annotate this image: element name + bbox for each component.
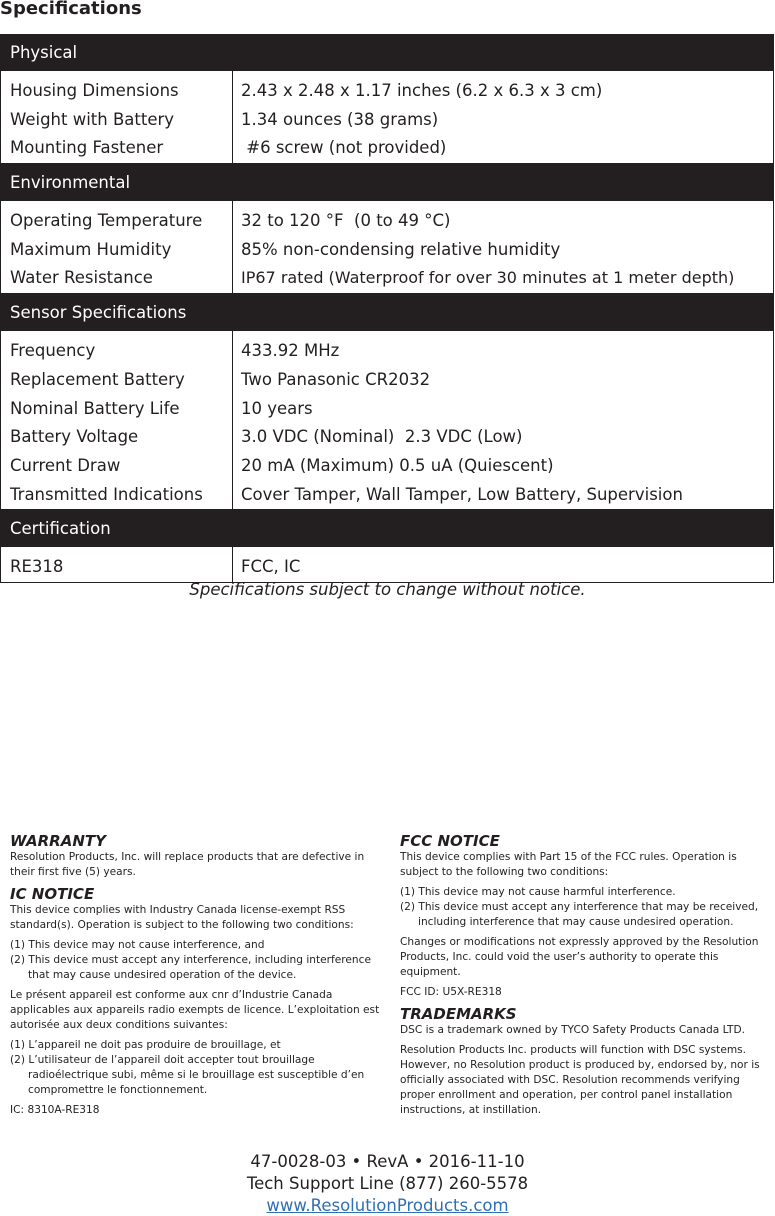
section-header-physical [1, 34, 774, 71]
spec-value: 10 years [241, 398, 313, 418]
change-notice: Specifications subject to change without notice. [189, 580, 586, 599]
spec-value: Cover Tamper, Wall Tamper, Low Battery, Supervision [241, 484, 683, 504]
section-header-certification [1, 510, 774, 547]
ic-notice-intro: This device complies with Industry Canada license-exempt RSS standard(s). Operation is subject to the following two conditions: [10, 904, 354, 931]
spec-value: 85% non-condensing relative humidity [241, 239, 561, 259]
right-fine-print [400, 832, 770, 1123]
spec-value: IP67 rated (Waterproof for over 30 minutes at 1 meter depth) [241, 268, 735, 288]
ic-french-condition-2: (2) L’utilisateur de l’appareil doit accepter tout brouillage radioélectrique subi, même si le brouillage est susceptible d’en compromettre le fonctionnement. [10, 1054, 365, 1096]
fcc-notice-intro: This device complies with Part 15 of the FCC rules. Operation is subject to the following two conditions: [400, 851, 737, 878]
spec-label: Transmitted Indications [10, 484, 203, 504]
support-line: Tech Support Line (877) 260-5578 [246, 1174, 529, 1193]
label-column [1, 547, 233, 583]
spec-label: Mounting Fastener [10, 138, 164, 158]
fcc-condition-1: (1) This device may not cause harmful interference. [400, 886, 676, 898]
spec-label: Current Draw [10, 455, 121, 475]
specifications-table [0, 34, 774, 583]
section-body-sensor [1, 331, 774, 510]
warranty-heading: WARRANTY [10, 832, 106, 850]
section-heading: Physical [1, 34, 774, 71]
fcc-id: FCC ID: U5X-RE318 [400, 986, 502, 998]
ic-condition-2: (2) This device must accept any interference, including interference that may cause undesired operation of the device. [10, 954, 371, 981]
trademarks-text-1: DSC is a trademark owned by TYCO Safety Products Canada LTD. [400, 1024, 746, 1036]
trademarks-text-2: Resolution Products Inc. products will function with DSC systems. However, no Resolution product is produced by, endorsed by, nor is officially associated with DSC. Resolution recommends verifying proper enrollment and operation, per control panel installation instructions, at instillation. [400, 1044, 760, 1116]
section-heading: Environmental [1, 164, 774, 201]
trademarks-heading: TRADEMARKS [400, 1005, 517, 1023]
website-row [0, 1196, 775, 1215]
spec-value: 32 to 120 °F (0 to 49 °C) [241, 211, 451, 231]
spec-value: 3.0 VDC (Nominal) 2.3 VDC (Low) [241, 427, 523, 447]
spec-label: Housing Dimensions [10, 81, 179, 100]
spec-label: Battery Voltage [10, 427, 139, 447]
fcc-condition-2: (2) This device must accept any interference that may be received, including interference that may cause undesired operation. [400, 901, 759, 928]
spec-label: Frequency [10, 341, 96, 361]
spec-label: Replacement Battery [10, 369, 185, 389]
value-column [233, 71, 774, 164]
spec-value: FCC, IC [241, 557, 301, 577]
section-heading: Sensor Specifications [1, 294, 774, 331]
fcc-notice-heading: FCC NOTICE [400, 832, 500, 850]
ic-notice-heading: IC NOTICE [10, 885, 95, 903]
page-title: Specifications [0, 0, 142, 19]
spec-label: RE318 [10, 557, 64, 577]
fcc-changes-text: Changes or modifications not expressly approved by the Resolution Products, Inc. could void the user’s authority to operate this equipment. [400, 936, 759, 978]
label-column [1, 201, 233, 294]
spec-value: 433.92 MHz [241, 341, 340, 361]
section-body-physical [1, 71, 774, 164]
label-column [1, 71, 233, 164]
section-body-environmental [1, 201, 774, 294]
label-column [1, 331, 233, 510]
spec-value: Two Panasonic CR2032 [241, 369, 431, 389]
section-body-certification [1, 547, 774, 583]
value-column [233, 331, 774, 510]
document-id: 47-0028-03 • RevA • 2016-11-10 [250, 1152, 525, 1171]
ic-condition-1: (1) This device may not cause interference, and [10, 939, 265, 951]
value-column [233, 201, 774, 294]
ic-notice-french-intro: Le présent appareil est conforme aux cnr d’Industrie Canada applicables aux appareils radio exempts de licence. L’exploitation est autorisée aux deux conditions suivantes: [10, 989, 380, 1031]
spec-value: 1.34 ounces (38 grams) [241, 109, 439, 129]
spec-value: 2.43 x 2.48 x 1.17 inches (6.2 x 6.3 x 3 cm) [241, 81, 603, 100]
spec-label: Weight with Battery [10, 109, 175, 129]
ic-french-condition-1: (1) L’appareil ne doit pas produire de brouillage, et [10, 1039, 281, 1051]
section-header-environmental [1, 164, 774, 201]
value-column [233, 547, 774, 583]
website-link[interactable]: www.ResolutionProducts.com [266, 1196, 509, 1215]
spec-label: Nominal Battery Life [10, 398, 180, 418]
section-heading: Certification [1, 510, 774, 547]
ic-id: IC: 8310A-RE318 [10, 1104, 100, 1116]
warranty-text: Resolution Products, Inc. will replace products that are defective in their first five (5) years. [10, 851, 365, 878]
section-header-sensor [1, 294, 774, 331]
spec-label: Maximum Humidity [10, 239, 172, 259]
spec-value: #6 screw (not provided) [241, 138, 447, 158]
spec-value: 20 mA (Maximum) 0.5 uA (Quiescent) [241, 455, 554, 475]
spec-label: Water Resistance [10, 268, 153, 288]
spec-label: Operating Temperature [10, 211, 203, 231]
left-fine-print [10, 832, 384, 1123]
